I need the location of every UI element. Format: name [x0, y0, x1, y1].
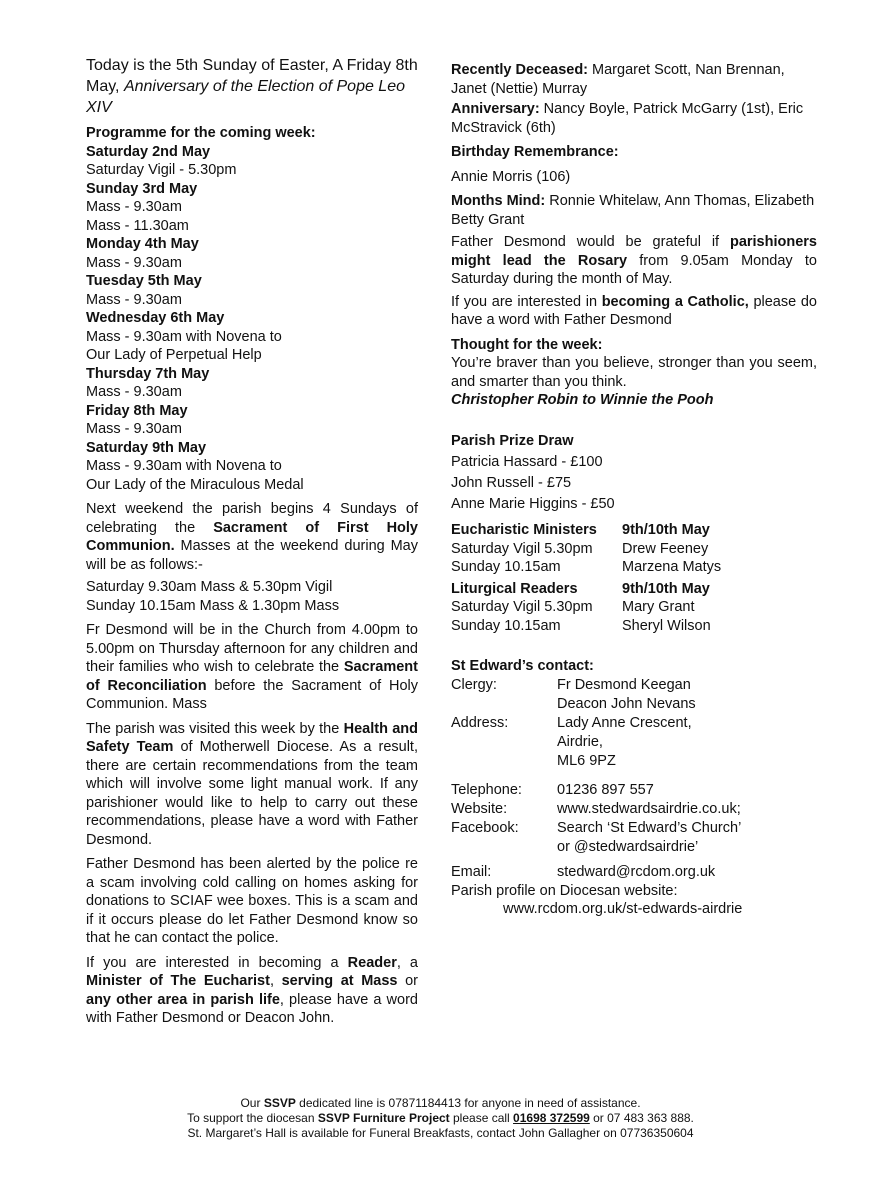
programme-mass: Mass - 9.30am with Novena to: [86, 328, 282, 345]
readers-name: Sheryl Wilson: [622, 617, 711, 634]
ministers-table: [451, 521, 817, 577]
profile-label: Parish profile on Diocesan website:: [451, 882, 678, 899]
rosary-text-2: from 9.05am Monday to Saturday during the month of May.: [451, 252, 817, 287]
clergy-label: Clergy:: [451, 676, 497, 693]
readers-date: 9th/10th May: [622, 580, 710, 597]
programme-day: Sunday 3rd May: [86, 180, 198, 197]
reconciliation-notice: [86, 621, 418, 714]
programme-day: Friday 8th May: [86, 402, 188, 419]
programme-list: [86, 143, 418, 495]
ministers-date: 9th/10th May: [622, 522, 710, 538]
catholic-notice: [451, 293, 817, 330]
birthday-heading: Birthday Remembrance:: [451, 144, 619, 160]
communion-line-2: Sunday 10.15am Mass & 1.30pm Mass: [86, 597, 340, 614]
scam-notice: Father Desmond has been alerted by the police re a scam involving cold calling on homes asking for donations to SCIAF wee boxes. This is a scam and if it occurs please do let Father Desmond know so that he can contact the police.: [86, 856, 418, 946]
thought-text: You’re braver than you believe, stronger than you seem, and smarter than you think.: [451, 355, 817, 390]
communion-line-1: Saturday 9.30am Mass & 5.30pm Vigil: [86, 579, 333, 595]
telephone-label: Telephone:: [451, 781, 522, 798]
months-label: Months Mind:: [451, 193, 546, 209]
ministers-name: Drew Feeney: [622, 540, 709, 557]
reconciliation-text: Fr Desmond will be in the Church from 4.00pm to 5.00pm on Thursday afternoon for any children and their families who wish to celebrate the: [86, 622, 418, 675]
reader-bold-2: Minister of The Eucharist: [86, 973, 270, 989]
reader-bold-4: any other area in parish life: [86, 991, 280, 1008]
prize-list: [451, 452, 817, 515]
programme-mass: Our Lady of Perpetual Help: [86, 347, 262, 363]
programme-mass: Mass - 9.30am: [86, 254, 182, 271]
programme-mass: Mass - 9.30am: [86, 199, 182, 215]
profile-url[interactable]: www.rcdom.org.uk/st-edwards-airdrie: [503, 901, 743, 917]
prize-heading: Parish Prize Draw: [451, 432, 574, 449]
communion-notice: [86, 500, 418, 574]
reconciliation-bold: Sacrament of Reconciliation: [86, 659, 418, 694]
email-label: Email:: [451, 863, 492, 880]
facebook-value: Search ‘St Edward’s Church’: [557, 819, 742, 836]
footer-bold: SSVP Furniture Project: [317, 1111, 450, 1125]
programme-mass: Mass - 9.30am: [86, 421, 182, 437]
reader-text-4: or: [397, 973, 418, 989]
programme-mass: Mass - 9.30am: [86, 291, 182, 308]
health-text-2: of Motherwell Diocese. As a result, there are certain recommendations from the team which will involve some light manual work. If any parishioner would like to help to carry out these recommendations, please have a word with Father Desmond.: [86, 739, 418, 848]
communion-text-2: Masses at the weekend during May will be as follows:-: [86, 538, 418, 573]
reader-bold-1: Reader: [347, 954, 397, 971]
telephone-value: 01236 897 557: [557, 781, 654, 798]
reconciliation-text-2: before the Sacrament of Holy Communion. Mass: [86, 677, 418, 712]
programme-day: Monday 4th May: [86, 236, 199, 252]
readers-heading: Liturgical Readers: [451, 580, 578, 597]
footer-text: dedicated line is 07871184413 for anyone in need of assistance.: [295, 1096, 641, 1110]
ministers-name: Marzena Matys: [622, 559, 722, 575]
catholic-text-2: please do have a word with Father Desmond: [451, 293, 817, 328]
footer-text: Our: [240, 1096, 264, 1110]
programme-mass: Our Lady of the Miraculous Medal: [86, 476, 304, 493]
health-safety-notice: [86, 720, 418, 850]
birthday-text: Annie Morris (106): [451, 168, 571, 185]
facebook-label: Facebook:: [451, 819, 519, 836]
programme-day: Thursday 7th May: [86, 365, 210, 382]
communion-bold: Sacrament of First Holy Communion.: [86, 519, 418, 554]
reader-text-1: If you are interested in becoming a: [86, 954, 348, 971]
contact-heading: St Edward’s contact:: [451, 658, 594, 674]
programme-day: Wednesday 6th May: [86, 310, 225, 326]
ministers-slot: Saturday Vigil 5.30pm: [451, 540, 593, 557]
address-label: Address:: [451, 714, 509, 731]
prize-item: Anne Marie Higgins - £50: [451, 496, 615, 512]
rosary-text: Father Desmond would be grateful if: [451, 234, 730, 250]
months-mind: [451, 192, 817, 229]
footer-line-2: [0, 1111, 881, 1126]
clergy-value: Deacon John Nevans: [557, 695, 696, 712]
intro-text: Today is the 5th Sunday of Easter, A Friday 8th May,: [86, 57, 418, 95]
footer-phone: 01698 372599: [513, 1111, 590, 1125]
health-text: The parish was visited this week by the: [86, 720, 344, 737]
readers-slot: Saturday Vigil 5.30pm: [451, 599, 593, 615]
readers-slot: Sunday 10.15am: [451, 617, 561, 634]
reader-bold-3: serving at Mass: [281, 973, 398, 989]
prize-item: John Russell - £75: [451, 475, 572, 491]
programme-day: Saturday 2nd May: [86, 143, 211, 160]
health-bold: Health and Safety Team: [86, 720, 418, 755]
programme-mass: Mass - 9.30am: [86, 384, 182, 400]
address-value: Airdrie,: [557, 733, 603, 750]
programme-mass: Mass - 9.30am with Novena to: [86, 458, 282, 474]
prize-item: Patricia Hassard - £100: [451, 454, 603, 470]
thought-author: [451, 391, 817, 410]
programme-day: Tuesday 5th May: [86, 273, 202, 289]
readers-name: Mary Grant: [622, 599, 695, 615]
rosary-bold: parishioners might lead the Rosary: [451, 234, 817, 269]
left-column: [86, 55, 418, 1028]
reader-notice: [86, 954, 418, 1028]
email-link[interactable]: stedward@rcdom.org.uk: [557, 863, 716, 880]
programme-mass: Saturday Vigil - 5.30pm: [86, 162, 237, 178]
thought-heading: Thought for the week:: [451, 336, 603, 353]
address-value: Lady Anne Crescent,: [557, 714, 692, 731]
deceased-label: Recently Deceased:: [451, 62, 589, 78]
reader-text-5: , please have a word with Father Desmond or Deacon John.: [86, 991, 418, 1026]
catholic-bold: becoming a Catholic,: [601, 293, 749, 310]
footer-text: please call: [449, 1111, 514, 1125]
reader-text-3: ,: [269, 973, 282, 989]
footer: [0, 1096, 881, 1141]
intro: [86, 55, 418, 118]
footer-text: or 07 483 363 888.: [589, 1111, 694, 1125]
website-link[interactable]: www.stedwardsairdrie.co.uk;: [557, 800, 741, 817]
footer-line-3: St. Margaret’s Hall is available for Funeral Breakfasts, contact John Gallagher on 07736350604: [187, 1126, 694, 1140]
catholic-text: If you are interested in: [451, 293, 602, 310]
address-value: ML6 9PZ: [557, 752, 616, 769]
intro-italic: Anniversary of the Election of Pope Leo XIV: [86, 78, 405, 116]
footer-line-1: [0, 1096, 881, 1111]
rosary-notice: [451, 233, 817, 289]
footer-text: To support the diocesan: [187, 1111, 318, 1125]
contact-table: [451, 676, 817, 882]
anniversary-label: Anniversary:: [451, 101, 540, 117]
clergy-value: Fr Desmond Keegan: [557, 676, 691, 693]
website-label: Website:: [451, 800, 508, 817]
footer-bold: SSVP: [263, 1096, 296, 1110]
ministers-heading: Eucharistic Ministers: [451, 522, 597, 538]
facebook-value: or @stedwardsairdrie’: [557, 838, 699, 855]
deceased-text: Margaret Scott, Nan Brennan, Janet (Nettie) Murray: [451, 62, 785, 97]
communion-text: Next weekend the parish begins 4 Sundays of celebrating the: [86, 501, 418, 536]
thought-author-text: Christopher Robin to Winnie the Pooh: [451, 392, 714, 408]
deceased: [451, 61, 817, 98]
right-column: [451, 55, 817, 919]
anniversary: [451, 100, 817, 137]
readers-table: [451, 580, 817, 636]
programme-mass: Mass - 11.30am: [86, 217, 189, 234]
reader-text-2: , a: [396, 954, 418, 971]
months-text: Ronnie Whitelaw, Ann Thomas, Elizabeth Betty Grant: [451, 193, 815, 228]
ministers-slot: Sunday 10.15am: [451, 559, 561, 575]
programme-day: Saturday 9th May: [86, 439, 207, 456]
anniversary-text: Nancy Boyle, Patrick McGarry (1st), Eric McStravick (6th): [451, 101, 804, 136]
programme-heading: Programme for the coming week:: [86, 125, 316, 141]
